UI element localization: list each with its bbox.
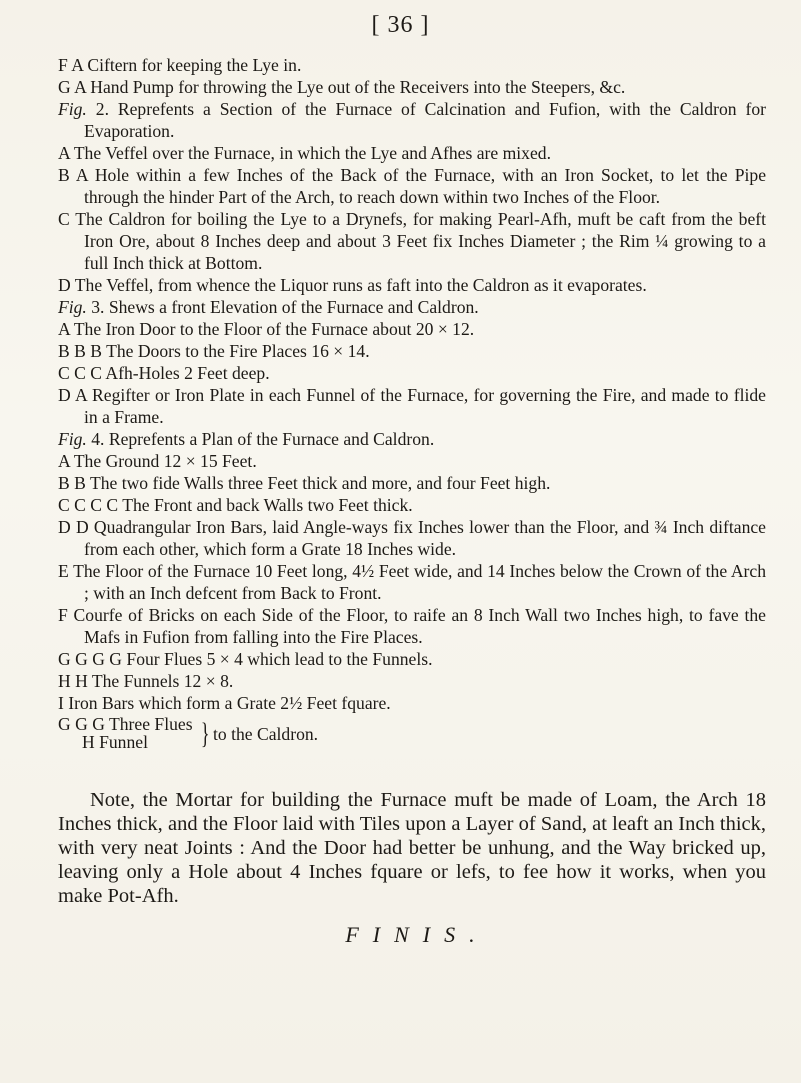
legend-entry: C C C Afh-Holes 2 Feet deep. [58, 363, 270, 383]
legend-entry: E The Floor of the Furnace 10 Feet long, 4½ Feet wide, and 14 Inches below the Crown of the Arch ; with an Inch defcent from Back to Front. [58, 561, 766, 603]
figure-label: Fig. [58, 99, 87, 119]
legend-entry: G A Hand Pump for throwing the Lye out of the Receivers into the Steepers, &c. [58, 77, 626, 97]
finis-mark: FINIS. [345, 922, 489, 947]
legend-entry: G G G G Four Flues 5 × 4 which lead to the Funnels. [58, 649, 433, 669]
legend-entry: D D Quadrangular Iron Bars, laid Angle-ways fix Inches lower than the Floor, and ¾ Inch diftance from each other, which form a Grate 18 Inches wide. [58, 517, 766, 559]
figure-label: Fig. [58, 429, 87, 449]
legend-entry: D The Veffel, from whence the Liquor runs as faft into the Caldron as it evaporates. [58, 275, 647, 295]
page-content [58, 54, 766, 948]
bracketed-entry [58, 714, 766, 758]
figure-caption [58, 98, 766, 142]
legend-entry: D A Regifter or Iron Plate in each Funnel of the Furnace, for governing the Fire, and made to flide in a Frame. [58, 385, 766, 427]
brace-symbol: } [200, 717, 210, 750]
page-number: [ 36 ] [371, 12, 430, 38]
legend-entry: A The Ground 12 × 15 Feet. [58, 451, 257, 471]
entry-list [58, 54, 766, 714]
figure-label: Fig. [58, 297, 87, 317]
legend-entry: A The Iron Door to the Floor of the Furnace about 20 × 12. [58, 319, 475, 339]
legend-entry: F Courfe of Bricks on each Side of the Floor, to raife an 8 Inch Wall two Inches high, to fave the Mafs in Fufion from falling into the Fire Places. [58, 605, 766, 647]
figure-caption [58, 296, 766, 318]
bracket-target: to the Caldron. [213, 724, 319, 744]
figure-caption-text: 4. Reprefents a Plan of the Furnace and Caldron. [86, 429, 435, 449]
legend-entry: F A Ciftern for keeping the Lye in. [58, 55, 302, 75]
legend-entry: B B B The Doors to the Fire Places 16 × 14. [58, 341, 370, 361]
legend-entry: C C C C The Front and back Walls two Feet thick. [58, 495, 413, 515]
bracket-line-funnel: H Funnel [82, 732, 148, 752]
note-paragraph: Note, the Mortar for building the Furnace muft be made of Loam, the Arch 18 Inches thick, and the Floor laid with Tiles upon a Layer of Sand, at leaft an Inch thick, with very neat Joints : And the Door had better be unhung, and the Way bricked up, leaving only a Hole about 4 Inches fquare or lefs, to fee how it works, when you make Pot-Afh. [58, 789, 766, 907]
figure-caption-text: 3. Shews a front Elevation of the Furnace and Caldron. [86, 297, 479, 317]
legend-entry: A The Veffel over the Furnace, in which the Lye and Afhes are mixed. [58, 143, 551, 163]
legend-entry: I Iron Bars which form a Grate 2½ Feet fquare. [58, 693, 391, 713]
bracket-line-flues: G G G Three Flues [58, 714, 193, 734]
legend-entry: H H The Funnels 12 × 8. [58, 671, 234, 691]
legend-entry: B B The two fide Walls three Feet thick and more, and four Feet high. [58, 473, 551, 493]
figure-caption-text: 2. Reprefents a Section of the Furnace of Calcination and Fufion, with the Caldron for Evaporation. [84, 99, 766, 141]
legend-entry: C The Caldron for boiling the Lye to a Drynefs, for making Pearl-Afh, muft be caft from the beft Iron Ore, about 8 Inches deep and about 3 Feet fix Inches Diameter ; the Rim ¼ growing to a full Inch thick at Bottom. [58, 209, 766, 273]
figure-caption [58, 428, 766, 450]
legend-entry: B A Hole within a few Inches of the Back of the Furnace, with an Iron Socket, to let the Pipe through the hinder Part of the Arch, to reach down within two Inches of the Floor. [58, 165, 766, 207]
